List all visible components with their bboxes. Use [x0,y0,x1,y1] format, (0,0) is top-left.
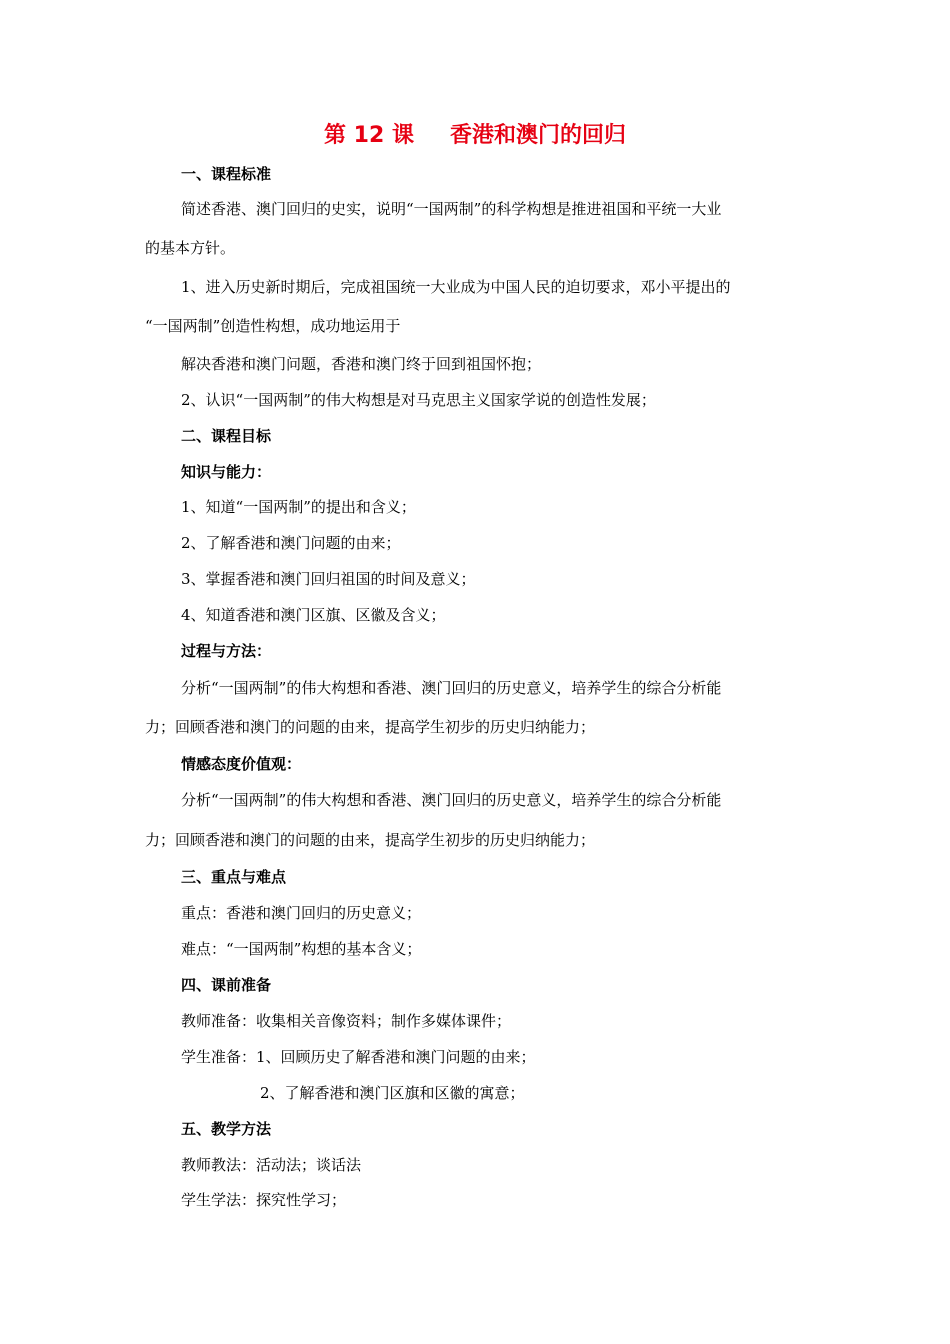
lesson-name: 香港和澳门的回归 [449,123,626,148]
sub-heading: 过程与方法： [181,642,272,660]
paragraph-line: “一国两制”创造性构想，成功地运用于 [145,317,401,335]
paragraph-line: 2、了解香港和澳门区旗和区徽的寓意； [260,1084,525,1102]
list-item: 2、了解香港和澳门问题的由来； [181,534,401,552]
paragraph-line: 学生准备：1、回顾历史了解香港和澳门问题的由来； [181,1048,536,1066]
paragraph-line: 的基本方针。 [145,239,236,257]
paragraph-line: 解决香港和澳门问题，香港和澳门终于回到祖国怀抱； [181,355,542,373]
paragraph-line: 重点：香港和澳门回归的历史意义； [181,904,422,922]
paragraph-line: 力；回顾香港和澳门的问题的由来，提高学生初步的历史归纳能力； [145,718,596,736]
paragraph-line: 1、进入历史新时期后，完成祖国统一大业成为中国人民的迫切要求，邓小平提出的 [181,278,731,296]
paragraph-line: 学生学法：探究性学习； [181,1191,347,1209]
paragraph-line: 教师教法：活动法；谈话法 [181,1156,362,1174]
paragraph-line: 力；回顾香港和澳门的问题的由来，提高学生初步的历史归纳能力； [145,831,596,849]
paragraph-line: 分析“一国两制”的伟大构想和香港、澳门回归的历史意义，培养学生的综合分析能 [181,679,722,697]
list-item: 4、知道香港和澳门区旗、区徽及含义； [181,606,446,624]
section-heading: 三、重点与难点 [181,868,287,886]
paragraph-line: 教师准备：收集相关音像资料；制作多媒体课件； [181,1012,512,1030]
lesson-title [0,121,950,151]
sub-heading: 知识与能力： [181,463,272,481]
section-heading: 五、教学方法 [181,1120,272,1138]
list-item: 1、知道“一国两制”的提出和含义； [181,498,416,516]
sub-heading: 情感态度价值观： [181,755,302,773]
section-heading: 四、课前准备 [181,976,272,994]
paragraph-line: 难点：“一国两制”构想的基本含义； [181,940,422,958]
paragraph-line: 分析“一国两制”的伟大构想和香港、澳门回归的历史意义，培养学生的综合分析能 [181,791,722,809]
list-item: 3、掌握香港和澳门回归祖国的时间及意义； [181,570,476,588]
section-heading: 一、课程标准 [181,165,272,183]
section-heading: 二、课程目标 [181,427,272,445]
paragraph-line: 简述香港、澳门回归的史实，说明“一国两制”的科学构想是推进祖国和平统一大业 [181,200,722,218]
paragraph-line: 2、认识“一国两制”的伟大构想是对马克思主义国家学说的创造性发展； [181,391,656,409]
lesson-number: 第 12 课 [324,123,414,148]
